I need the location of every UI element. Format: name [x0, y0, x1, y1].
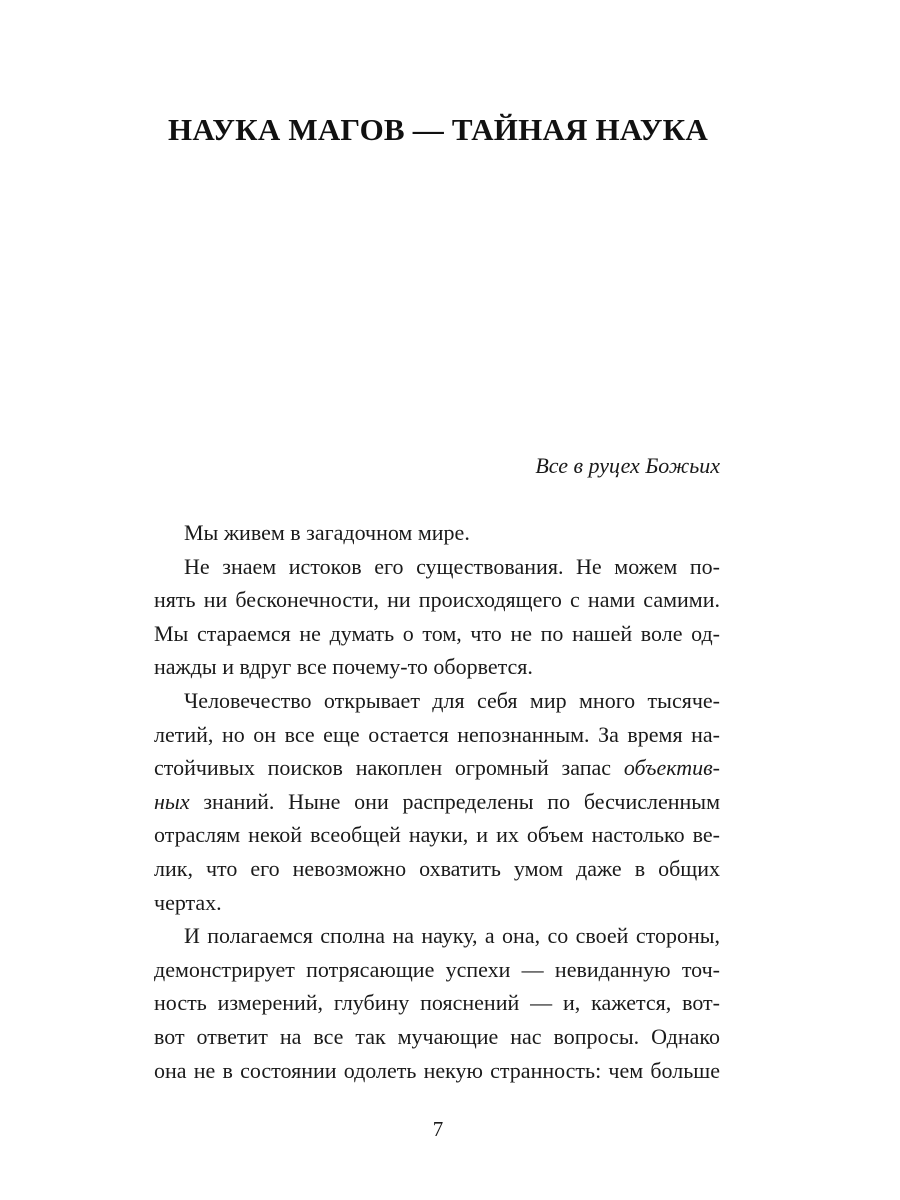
- body-text: [154, 516, 720, 1087]
- paragraph-4-line-2: демонстрирует потрясающие успехи — невиданную точ-: [154, 956, 720, 982]
- paragraph-3-line-3-text: стойчивых поисков накоплен огромный запас: [154, 755, 612, 781]
- paragraph-2-line-1: Не знаем истоков его существования. Не можем по-: [184, 553, 720, 579]
- italic-term-objective-end: ных: [154, 788, 190, 814]
- paragraph-3-line-3: [154, 751, 720, 785]
- paragraph-3-line-7: чертах.: [154, 889, 222, 915]
- page-number: 7: [432, 1117, 444, 1141]
- epigraph: Все в руцех Божьих: [535, 453, 720, 478]
- chapter-title: НАУКА МАГОВ — ТАЙНАЯ НАУКА: [168, 112, 708, 147]
- paragraph-4-line-5: она не в состоянии одолеть некую странность: чем больше: [154, 1057, 720, 1083]
- paragraph-1-line-1: Мы живем в загадочном мире.: [184, 520, 470, 545]
- paragraph-3-line-2: летий, но он все еще остается непознанным. За время на-: [154, 721, 720, 747]
- paragraph-3-line-1: Человечество открывает для себя мир много тысяче-: [184, 687, 720, 713]
- paragraph-3-line-6: лик, что его невозможно охватить умом даже в общих: [154, 855, 720, 881]
- paragraph-3-line-4-text: знаний. Ныне они распределены по бесчисленным: [203, 788, 720, 814]
- paragraph-2-line-4: нажды и вдруг все почему-то оборвется.: [154, 654, 533, 680]
- paragraph-3-line-4: [154, 785, 720, 819]
- paragraph-2-line-2: нять ни бесконечности, ни происходящего с нами самими.: [154, 587, 720, 613]
- paragraph-2-line-3: Мы стараемся не думать о том, что не по нашей воле од-: [154, 620, 720, 646]
- paragraph-4-line-3: ность измерений, глубину пояснений — и, кажется, вот-: [154, 990, 720, 1016]
- italic-term-objective: объектив-: [623, 755, 720, 781]
- paragraph-3-line-5: отраслям некой всеобщей науки, и их объем настолько ве-: [154, 822, 720, 848]
- paragraph-4-line-4: вот ответит на все так мучающие нас вопросы. Однако: [154, 1023, 720, 1049]
- paragraph-4-line-1: И полагаемся сполна на науку, а она, со своей стороны,: [184, 923, 720, 949]
